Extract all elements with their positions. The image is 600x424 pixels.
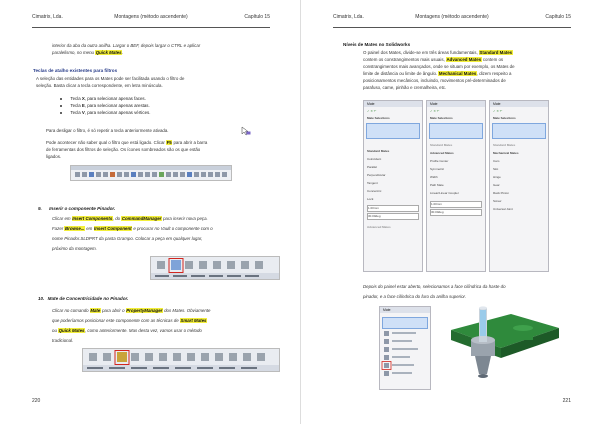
bullet-faces-key: X	[81, 96, 85, 101]
f5-line-3: ligados.	[46, 154, 62, 159]
panel-1-item-6[interactable]: Lock	[367, 197, 374, 201]
filter-bullet-list	[60, 95, 150, 116]
step-9-line-4: próximo da montagem.	[52, 246, 97, 251]
f5-line-1-post: para abrir a barra	[172, 140, 208, 145]
insert-components-highlight: Insert Components	[72, 216, 113, 221]
panel-1-item-2[interactable]: Parallel	[367, 165, 378, 169]
filter-toolbar-icons	[71, 170, 231, 180]
advanced-mates-highlight: Advanced Mates	[446, 57, 482, 62]
panel-2-item-5[interactable]: Linear/Linear Coupler	[430, 191, 459, 195]
panel-2-item-3[interactable]: Width	[430, 175, 438, 179]
step-10-line-2	[52, 316, 210, 326]
header-title-right: Montagens (método ascendente)	[415, 14, 489, 20]
panel-2-item-1[interactable]: Profile Center	[430, 159, 449, 163]
step-9-heading	[38, 206, 115, 211]
panel-2-selection-box[interactable]	[429, 123, 483, 139]
filter-cursor-icon	[241, 126, 251, 136]
bullet-vertices-post: , para selecionar apenas vértices.	[84, 110, 151, 115]
step-9-title: Inserir o componente Pinador.	[49, 206, 116, 211]
intro-line-1: interior da aba da outra anilha. Largar o BEF, depois largar o CTRL e aplicar	[52, 43, 201, 48]
panel-1-angle-field[interactable]: 30.00deg	[367, 213, 419, 220]
panel-1-title: Mate	[364, 101, 422, 107]
step-10-line-3-pre: ou	[52, 328, 59, 333]
quick-mates-highlight: Quick Mates	[95, 50, 122, 55]
intro-line-2-pre: paralelismo, no menu	[52, 50, 96, 55]
panel-1-selection-box[interactable]	[366, 123, 420, 139]
mate-highlight: Mate	[90, 308, 101, 313]
filter-line-1: A seleção das entidades para os Mates pode ser facilitada usando o filtro de	[36, 76, 185, 81]
f5-line-1	[46, 139, 207, 146]
step-10-line-3	[52, 326, 210, 336]
panel-2-sec-3: Advanced Mates	[430, 151, 454, 155]
left-page-number: 220	[32, 398, 41, 404]
intro-text	[52, 42, 200, 56]
panel-3-item-4[interactable]: Gear	[493, 183, 500, 187]
after-panel-text	[363, 282, 506, 302]
intro-line-2	[52, 49, 200, 56]
panel-2-item-4[interactable]: Path Mate	[430, 183, 444, 187]
right-page	[300, 0, 600, 424]
filter-line-2: seleção. Basta clicar a tecla correspondente, em letra minúscula.	[36, 83, 163, 88]
panel-1-item-1[interactable]: Coincident	[367, 157, 382, 161]
step-9-line-1-post: para inserir nova peça.	[161, 216, 208, 221]
panel-3-ok-cancel: ✓ ✕ ↶	[493, 109, 503, 113]
command-manager-highlight: CommandManager	[121, 216, 162, 221]
mate-panel-small-screenshot	[379, 306, 431, 390]
mate-panel-advanced	[426, 100, 486, 272]
mate-levels-line-2-pre: contem os constrangimentos mais usuais,	[363, 57, 446, 62]
panel-3-title: Mate	[490, 101, 548, 107]
panel-3-item-6[interactable]: Screw	[493, 199, 502, 203]
step-9-text	[52, 214, 213, 254]
mate-levels-line-1	[363, 49, 515, 56]
header-company: Cimatrix, Lda.	[32, 14, 63, 20]
panel-1-item-3[interactable]: Perpendicular	[367, 173, 386, 177]
mate-levels-paragraph	[363, 49, 515, 91]
panel-2-item-2[interactable]: Symmetric	[430, 167, 445, 171]
intro-line-2-post: .	[122, 50, 124, 55]
panel-1-sec-3: Advanced Mates	[367, 225, 391, 229]
small-panel-title: Mate	[380, 307, 430, 313]
step-9-number: 9.	[38, 206, 42, 211]
step-10-heading	[38, 296, 128, 301]
step-9-line-2-pre: Fazer	[52, 226, 65, 231]
mate-command-screenshot	[82, 348, 280, 372]
mate-levels-heading: Níveis de Mates no Solidworks	[343, 42, 411, 47]
panel-1-sec-1: Mate Selections	[367, 116, 390, 120]
panel-3-item-1[interactable]: Cam	[493, 159, 500, 163]
command-manager-icons	[151, 257, 279, 279]
mate-levels-line-4	[363, 70, 515, 77]
right-header	[333, 14, 571, 26]
step-10-line-3-post: , como anteriormente. Mas desta vez, vamos usar o método	[84, 328, 202, 333]
right-page-number: 221	[562, 398, 571, 404]
left-header	[32, 14, 270, 26]
bullet-edges-post: , para selecionar apenas arestas.	[84, 103, 150, 108]
step-9-line-3: nome Pinador.SLDPRT da pasta Grampo. Colocar a peça em qualquer lugar,	[52, 236, 203, 241]
browse-highlight: Browse...	[64, 226, 85, 231]
step-10-line-1-pre: Clicar no comando	[52, 308, 90, 313]
bullet-vertices-key: V	[81, 110, 85, 115]
f5-line-2: de ferramentas dos filtros de seleção. Os ícones sombreados são os que estão	[46, 147, 201, 152]
panel-1-sec-2: Standard Mates	[367, 149, 390, 153]
smart-mates-highlight: Smart Mates	[180, 318, 207, 323]
bullet-faces	[60, 95, 150, 102]
header-title: Montagens (método ascendente)	[114, 14, 188, 20]
step-10-line-1	[52, 306, 210, 316]
step-10-line-2-pre: que poderíamos posicionar este componente com as técnicas de	[52, 318, 180, 323]
f5-line-1-pre: Pode acontecer não saber qual o filtro que está ligado. Clicar	[46, 140, 167, 145]
mate-levels-line-5: posicionamentos mecânicos, incluindo, movimentos pré-determinados de	[363, 78, 506, 83]
panel-1-distance-field[interactable]: 1.00mm	[367, 205, 419, 212]
panel-2-sec-2: Standard Mates	[430, 143, 453, 147]
after-panel-line-1: Depois do painel estar aberto, selecionamos a face cilíndrica da haste do	[363, 284, 506, 289]
header-rule	[32, 27, 270, 28]
f5-paragraph	[46, 139, 207, 160]
small-panel-selection-box[interactable]	[382, 317, 428, 329]
panel-2-ok-cancel: ✓ ✕ ↶	[430, 109, 440, 113]
step-9-line-2-mid: em	[84, 226, 94, 231]
header-chapter-right: Capítulo 15	[545, 14, 571, 20]
panel-3-item-7[interactable]: Universal Joint	[493, 207, 513, 211]
mate-levels-line-6: parafuso, came, pinhão e cremalheira, etc.	[363, 85, 447, 90]
quick-mates-highlight-2: Quick Mates	[58, 328, 85, 333]
panel-2-sec-1: Mate Selections	[430, 116, 453, 120]
bullet-edges-pre: Tecla	[70, 103, 82, 108]
panel-3-sec-3: Mechanical Mates	[493, 151, 519, 155]
insert-components-screenshot	[150, 256, 280, 280]
step-10-number: 10.	[38, 296, 45, 301]
filter-off-text: Para desligar o filtro, é só repetir a tecla anteriormente ativada.	[46, 128, 169, 133]
header-company-right: Cimatrix, Lda.	[333, 14, 364, 20]
header-chapter: Capítulo 15	[244, 14, 270, 20]
header-rule-right	[333, 27, 571, 28]
mate-levels-line-2-post: contem os	[481, 57, 504, 62]
panel-3-item-5[interactable]: Rack Pinion	[493, 191, 510, 195]
mechanical-mates-highlight: Mechanical Mates	[438, 71, 477, 76]
pinador-assembly-illustration	[441, 300, 561, 390]
step-10-text	[52, 306, 210, 346]
panel-3-selection-box[interactable]	[492, 123, 546, 139]
panel-1-item-4[interactable]: Tangent	[367, 181, 378, 185]
panel-2-distance-field[interactable]: 1.00mm	[430, 201, 482, 208]
panel-3-sec-2: Standard Mates	[493, 143, 516, 147]
step-10-line-1-mid: para abrir o	[100, 308, 126, 313]
bullet-edges	[60, 102, 150, 109]
bullet-vertices	[60, 109, 150, 116]
insert-component-highlight: Insert Component	[94, 226, 132, 231]
standard-mates-highlight: Standard Mates	[479, 50, 513, 55]
bullet-edges-key: E	[81, 103, 85, 108]
step-9-line-1-mid: , do	[112, 216, 122, 221]
panel-3-item-2[interactable]: Slot	[493, 167, 499, 171]
mate-panel-standard	[363, 100, 423, 272]
step-9-line-2	[52, 224, 213, 234]
panel-3-sec-1: Mate Selections	[493, 116, 516, 120]
step-9-line-2-post: e procurar no Vault o componente com o	[132, 226, 213, 231]
after-panel-line-2: pinador, e a face cilíndrica do furo da anilha superior.	[363, 294, 467, 299]
step-10-line-1-post: dos Mates. Obviamente	[162, 308, 211, 313]
selection-filter-toolbar-screenshot	[70, 165, 232, 181]
bullet-vertices-pre: Tecla	[70, 110, 82, 115]
mate-levels-line-4-post: , dizem respeito a	[476, 71, 512, 76]
mate-levels-line-4-pre: limite de distância ou limite de ângulo.	[363, 71, 439, 76]
mate-panel-mechanical	[489, 100, 549, 272]
mate-levels-line-3: constrangimentos mais avançados, onde se situam por exemplo, os Mates de	[363, 64, 515, 69]
mate-command-icons	[83, 349, 279, 371]
panel-2-title: Mate	[427, 101, 485, 107]
bullet-faces-pre: Tecla	[70, 96, 82, 101]
small-panel-icon-list	[380, 329, 430, 389]
property-manager-highlight: PropertyManager	[126, 308, 163, 313]
filter-paragraph	[36, 75, 184, 89]
bullet-faces-post: , para selecionar apenas faces.	[84, 96, 146, 101]
panel-1-item-5[interactable]: Concentric	[367, 189, 382, 193]
step-10-line-4: tradicional.	[52, 338, 74, 343]
mate-levels-line-2	[363, 56, 515, 63]
step-9-line-1	[52, 214, 213, 224]
step-9-line-1-pre: Clicar em	[52, 216, 72, 221]
f5-key-highlight: F5	[166, 140, 172, 145]
mate-levels-line-1-pre: O painel dos Mates, divide-se em três áreas fundamentais,	[363, 50, 479, 55]
panel-2-angle-field[interactable]: 30.00deg	[430, 209, 482, 216]
panel-1-ok-cancel: ✓ ✕ ↶	[367, 109, 377, 113]
step-10-title: Mate de Concentricidade no Pinador.	[47, 296, 129, 301]
filter-heading: Teclas de atalho existentes para filtros	[33, 68, 118, 73]
panel-3-item-3[interactable]: Hinge	[493, 175, 501, 179]
